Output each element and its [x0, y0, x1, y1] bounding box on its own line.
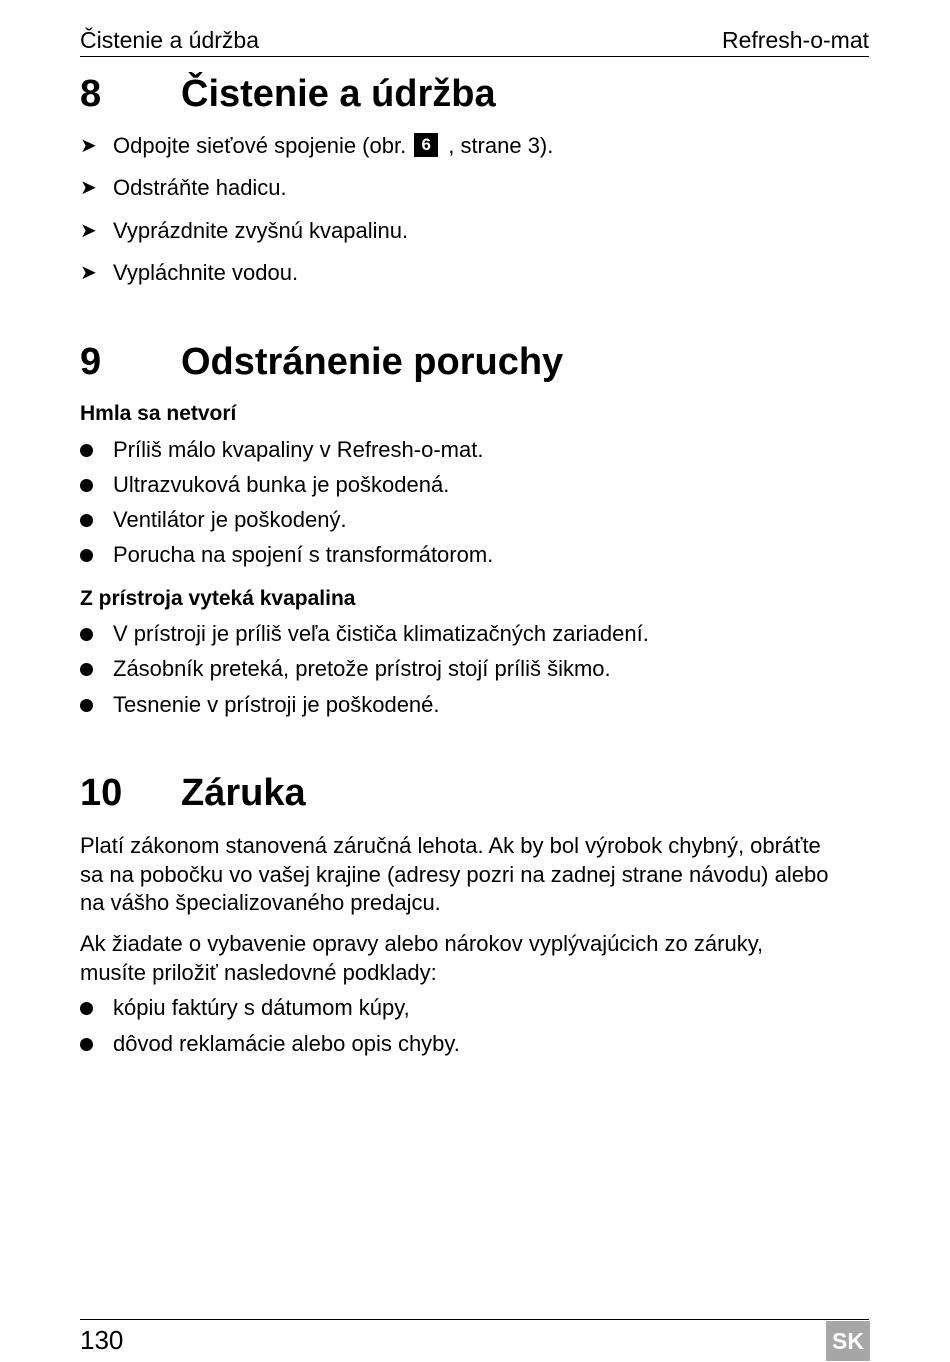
claim-paragraph: [80, 930, 870, 987]
subsection-heading: Hmla sa netvorí: [80, 402, 237, 425]
list-item-text: Ventilátor je poškodený.: [113, 507, 347, 532]
list-item: [80, 1031, 460, 1057]
list-item-text: Príliš málo kvapaliny v Refresh-o-mat.: [113, 437, 484, 462]
step-text: Vypláchnite vodou.: [113, 260, 299, 285]
step-text: Vyprázdnite zvyšnú kvapalinu.: [113, 218, 409, 243]
bullet-icon: [80, 628, 93, 641]
section-9-number: 9: [80, 341, 102, 383]
paragraph-line: sa na pobočku vo vašej krajine (adresy pozri na zadnej strane návodu) alebo: [80, 861, 829, 887]
arrow-icon: ➤: [80, 262, 97, 284]
paragraph-line: na vášho špecializovaného predajcu.: [80, 890, 441, 915]
bullet-icon: [80, 479, 93, 492]
step-item: [80, 260, 298, 286]
paragraph-line: Platí zákonom stanovená záručná lehota. Ak by bol výrobok chybný, obráťte: [80, 833, 821, 858]
section-10-number: 10: [80, 772, 123, 814]
list-item: [80, 542, 493, 568]
list-item-text: dôvod reklamácie alebo opis chyby.: [113, 1031, 460, 1056]
step-text-suffix: , strane 3).: [448, 133, 554, 158]
subsection-heading: Z prístroja vyteká kvapalina: [80, 587, 356, 610]
paragraph-line: Ak žiadate o vybavenie opravy alebo nárokov vyplývajúcich zo záruky,: [80, 931, 764, 956]
list-item: [80, 692, 440, 718]
bullet-icon: [80, 663, 93, 676]
list-item-text: kópiu faktúry s dátumom kúpy,: [113, 995, 410, 1020]
page-number: 130: [80, 1325, 124, 1355]
bullet-icon: [80, 514, 93, 527]
list-item: [80, 621, 649, 647]
section-8-number: 8: [80, 73, 102, 115]
step-text: Odpojte sieťové spojenie (obr.: [113, 133, 407, 158]
list-item-text: Tesnenie v prístroji je poškodené.: [113, 692, 440, 717]
language-tab: SK: [826, 1321, 870, 1361]
step-item: [80, 133, 553, 159]
warranty-paragraph: [80, 832, 870, 918]
list-item: [80, 437, 483, 463]
running-header-product: Refresh-o-mat: [722, 27, 869, 53]
list-item: [80, 656, 611, 682]
list-item-text: V prístroji je príliš veľa čističa klimatizačných zariadení.: [113, 621, 649, 646]
section-9-title: Odstránenie poruchy: [181, 341, 564, 383]
bullet-icon: [80, 444, 93, 457]
section-8-title: Čistenie a údržba: [181, 73, 496, 115]
arrow-icon: ➤: [80, 220, 97, 242]
bullet-icon: [80, 1038, 93, 1051]
footer-divider: [80, 1319, 869, 1320]
running-header-section: Čistenie a údržba: [80, 27, 259, 53]
list-item-text: Ultrazvuková bunka je poškodená.: [113, 472, 450, 497]
step-text: Odstráňte hadicu.: [113, 175, 287, 200]
bullet-icon: [80, 699, 93, 712]
bullet-icon: [80, 1002, 93, 1015]
list-item-text: Porucha na spojení s transformátorom.: [113, 542, 494, 567]
section-10-title: Záruka: [181, 772, 306, 814]
list-item: [80, 507, 347, 533]
step-item: [80, 218, 408, 244]
paragraph-line: musíte priložiť nasledovné podklady:: [80, 959, 437, 985]
list-item-text: Zásobník preteká, pretože prístroj stojí príliš šikmo.: [113, 656, 611, 681]
header-divider: [80, 56, 869, 57]
arrow-icon: ➤: [80, 177, 97, 199]
arrow-icon: ➤: [80, 135, 97, 157]
step-item: [80, 175, 287, 201]
list-item: [80, 995, 410, 1021]
figure-reference-badge: 6: [414, 133, 438, 157]
bullet-icon: [80, 549, 93, 562]
list-item: [80, 472, 449, 498]
